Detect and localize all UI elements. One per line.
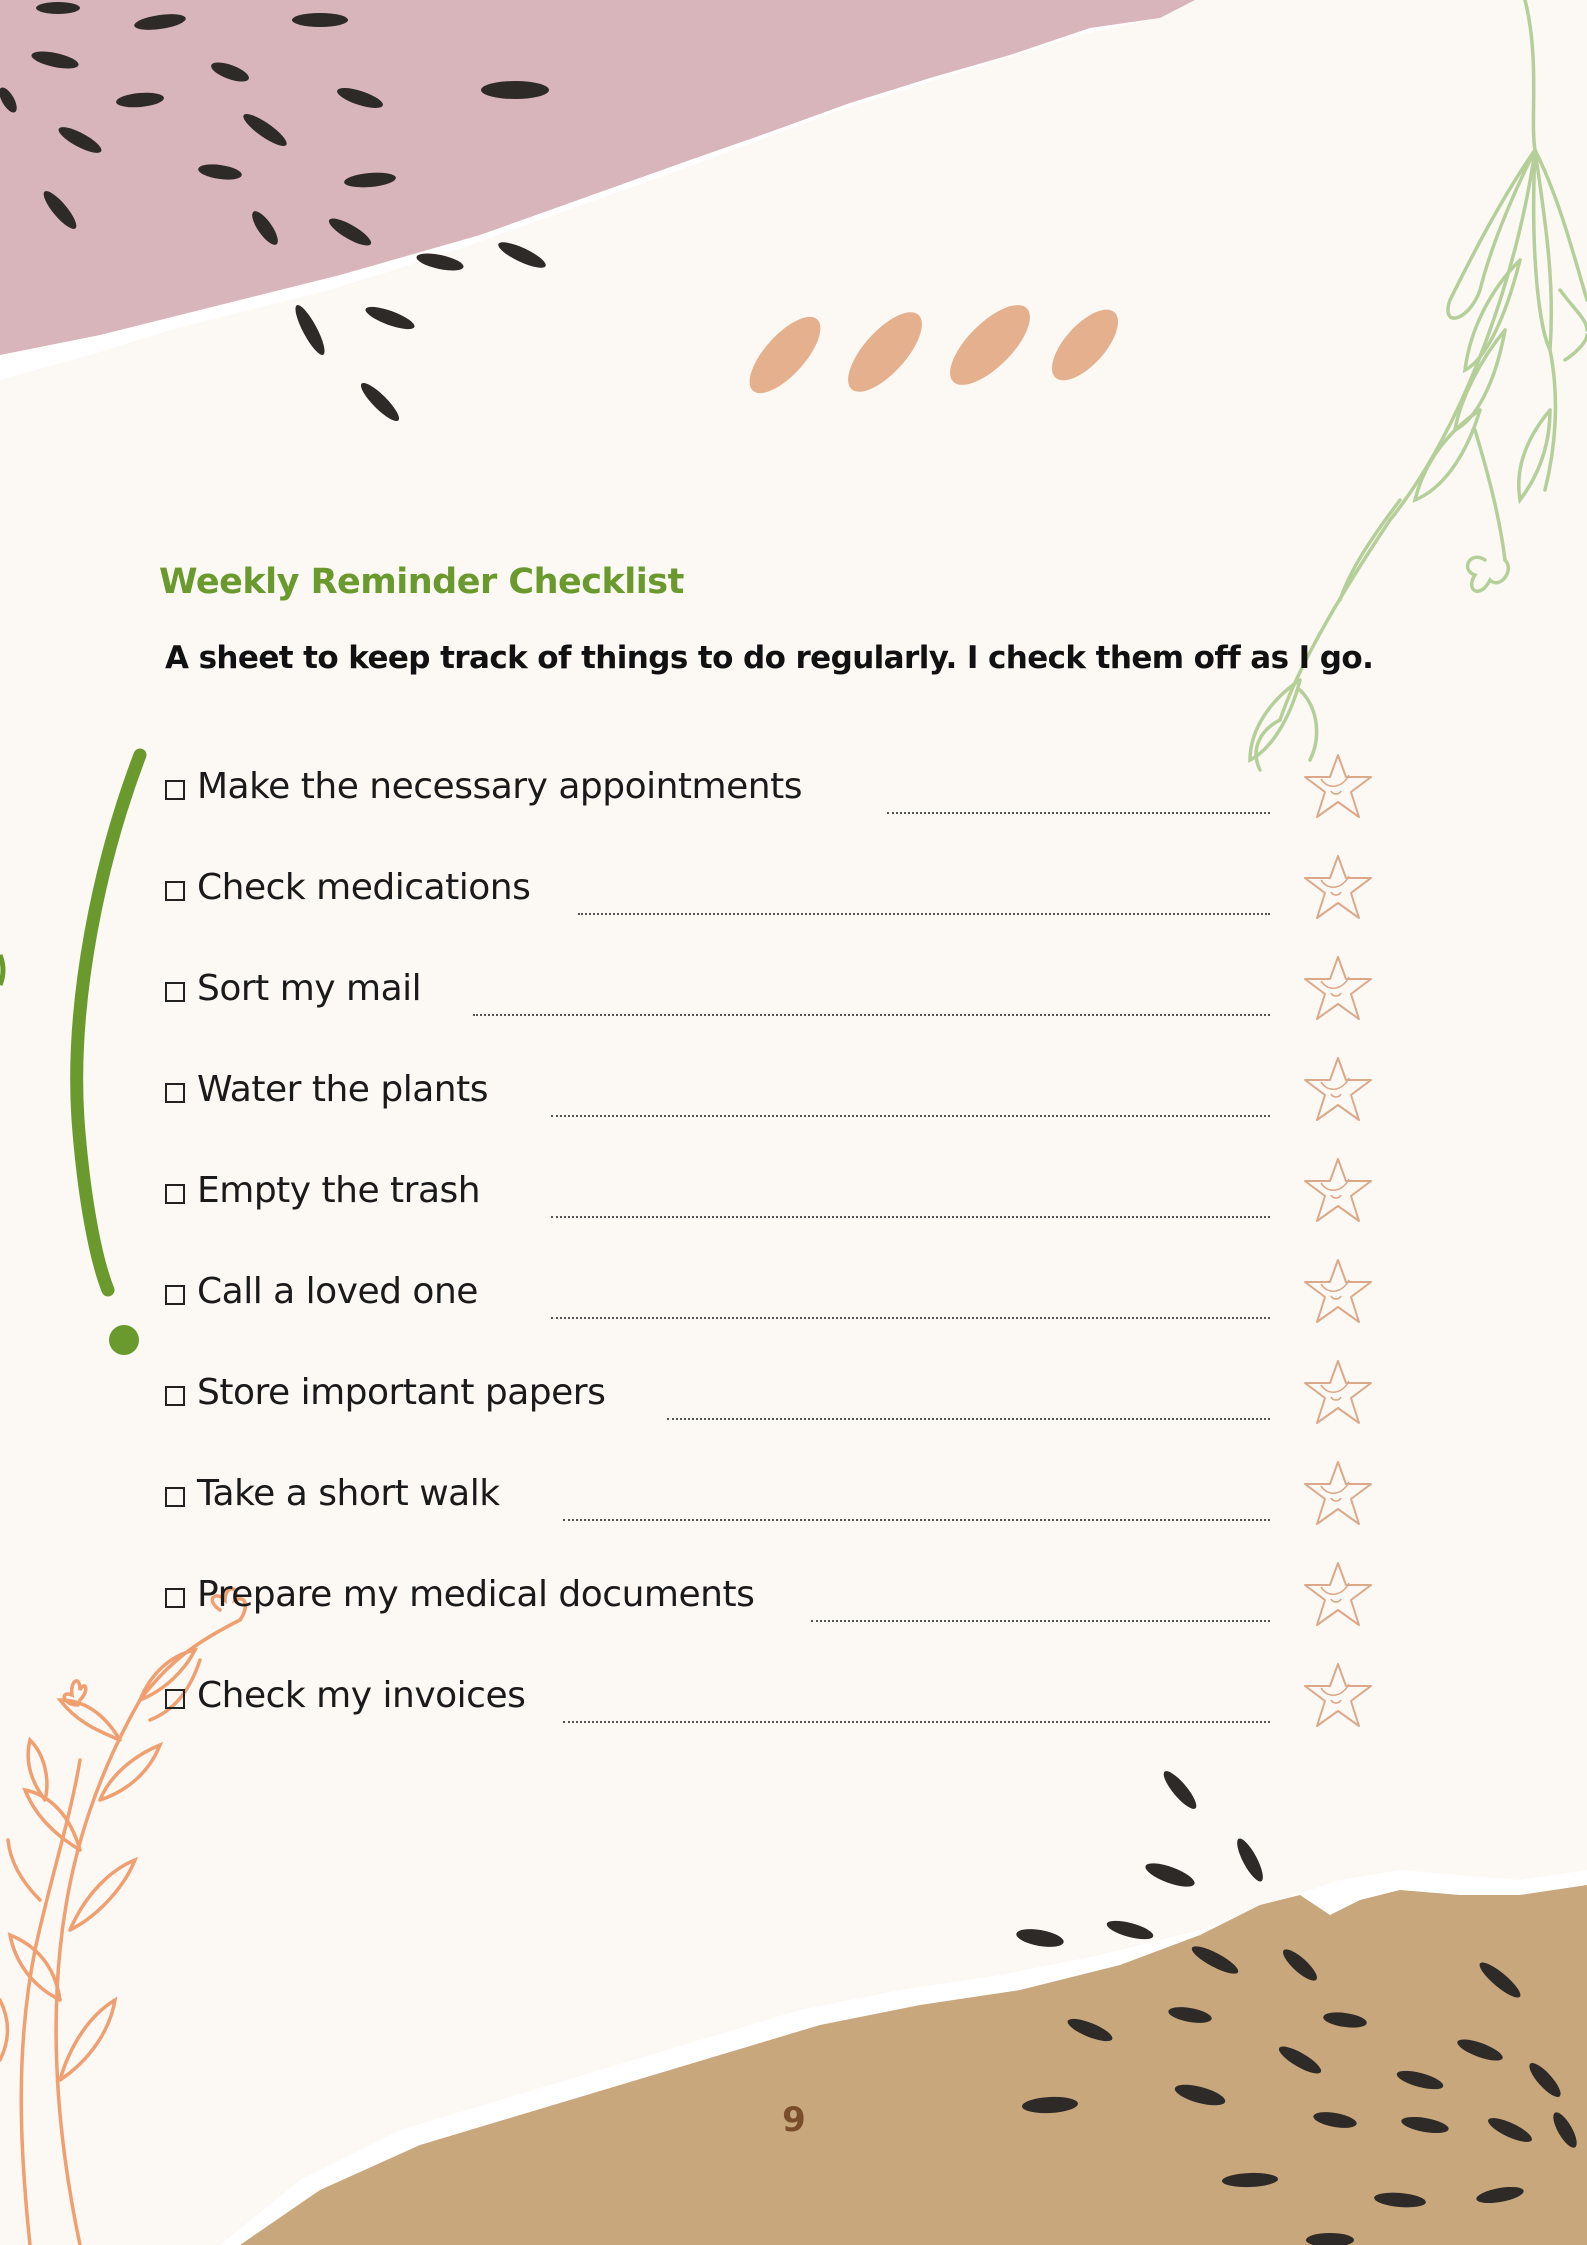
checkbox-empty-icon[interactable] bbox=[165, 1487, 185, 1507]
dotted-line bbox=[551, 1216, 1270, 1218]
dotted-line bbox=[563, 1721, 1270, 1723]
checklist-item-label: Check medications bbox=[197, 867, 531, 908]
star-doodle-icon bbox=[1301, 1458, 1375, 1530]
checklist-item[interactable] bbox=[165, 1049, 1375, 1129]
checklist-item-label: Call a loved one bbox=[197, 1271, 478, 1312]
checklist-item-label: Make the necessary appointments bbox=[197, 766, 802, 807]
checklist-item-label: Take a short walk bbox=[197, 1473, 500, 1514]
star-doodle-icon bbox=[1301, 1256, 1375, 1328]
checklist-item[interactable] bbox=[165, 1251, 1375, 1331]
checklist-item[interactable] bbox=[165, 1453, 1375, 1533]
dotted-line bbox=[811, 1620, 1270, 1622]
dotted-line bbox=[473, 1014, 1270, 1016]
page-subtitle: A sheet to keep track of things to do regularly. I check them off as I go. bbox=[165, 640, 1374, 676]
checklist-item[interactable] bbox=[165, 1352, 1375, 1432]
page-title: Weekly Reminder Checklist bbox=[159, 562, 684, 602]
dotted-line bbox=[667, 1418, 1270, 1420]
checkbox-empty-icon[interactable] bbox=[165, 1184, 185, 1204]
checklist-item[interactable] bbox=[165, 1150, 1375, 1230]
checklist-item[interactable] bbox=[165, 1655, 1375, 1735]
star-doodle-icon bbox=[1301, 1155, 1375, 1227]
checkbox-empty-icon[interactable] bbox=[165, 1083, 185, 1103]
star-doodle-icon bbox=[1301, 953, 1375, 1025]
checklist-item-label: Check my invoices bbox=[197, 1675, 526, 1716]
checklist-item-label: Prepare my medical documents bbox=[197, 1574, 755, 1615]
star-doodle-icon bbox=[1301, 1357, 1375, 1429]
page-number: 9 bbox=[782, 2100, 806, 2140]
checklist-item[interactable] bbox=[165, 847, 1375, 927]
dotted-line bbox=[551, 1317, 1270, 1319]
checkbox-empty-icon[interactable] bbox=[165, 1689, 185, 1709]
dotted-line bbox=[887, 812, 1270, 814]
checkbox-empty-icon[interactable] bbox=[165, 780, 185, 800]
dotted-line bbox=[551, 1115, 1270, 1117]
checklist-item-label: Store important papers bbox=[197, 1372, 606, 1413]
star-doodle-icon bbox=[1301, 1054, 1375, 1126]
checkbox-empty-icon[interactable] bbox=[165, 881, 185, 901]
checklist-item[interactable] bbox=[165, 948, 1375, 1028]
star-doodle-icon bbox=[1301, 1660, 1375, 1732]
checkbox-empty-icon[interactable] bbox=[165, 1588, 185, 1608]
checklist-item[interactable] bbox=[165, 746, 1375, 826]
kraft-torn-paper bbox=[220, 1870, 1587, 2245]
checkbox-empty-icon[interactable] bbox=[165, 1386, 185, 1406]
star-doodle-icon bbox=[1301, 852, 1375, 924]
dotted-line bbox=[563, 1519, 1270, 1521]
green-accent-bar bbox=[0, 755, 140, 1355]
dotted-line bbox=[578, 913, 1270, 915]
checklist-item-label: Water the plants bbox=[197, 1069, 488, 1110]
checklist-item-label: Empty the trash bbox=[197, 1170, 481, 1211]
checkbox-empty-icon[interactable] bbox=[165, 1285, 185, 1305]
checkbox-empty-icon[interactable] bbox=[165, 982, 185, 1002]
checklist-item[interactable] bbox=[165, 1554, 1375, 1634]
star-doodle-icon bbox=[1301, 1559, 1375, 1631]
star-doodle-icon bbox=[1301, 751, 1375, 823]
peach-strokes bbox=[738, 293, 1129, 404]
checklist-item-label: Sort my mail bbox=[197, 968, 422, 1009]
